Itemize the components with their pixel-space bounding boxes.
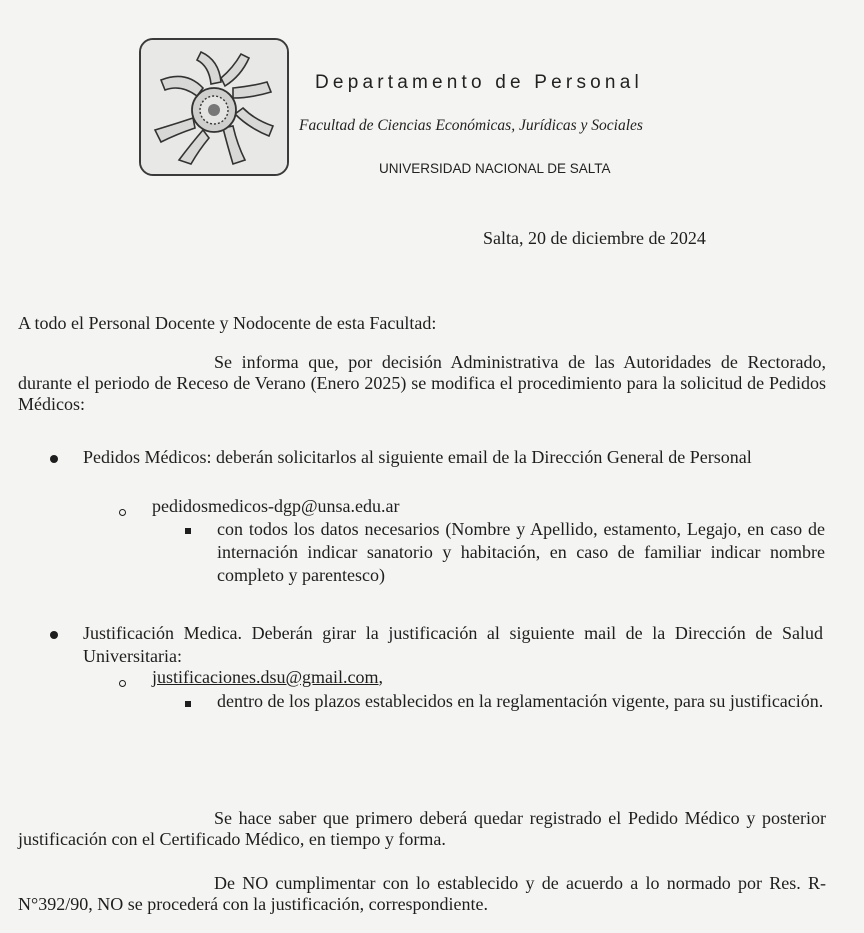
sub-bullet-icon — [119, 509, 126, 516]
bullet-icon — [50, 631, 58, 639]
letter-date: Salta, 20 de diciembre de 2024 — [483, 228, 706, 248]
university-name: UNIVERSIDAD NACIONAL DE SALTA — [379, 161, 611, 176]
notice-text: Se hace saber que primero deberá quedar registrado el Pedido Médico y posterior justificación con el Certificado Médico, en tiempo y forma. — [18, 808, 826, 849]
closing-paragraph — [18, 873, 826, 915]
closing-text: De NO cumplimentar con lo establecido y de acuerdo a lo normado por Res. R-N°392/90, NO se procederá con la justificación, correspondiente. — [18, 873, 826, 914]
faculty-name: Facultad de Ciencias Económicas, Jurídicas y Sociales — [299, 117, 643, 134]
email-suffix: , — [378, 667, 384, 687]
intro-paragraph — [18, 352, 826, 415]
notice-paragraph — [18, 808, 826, 850]
list-item-detail: con todos los datos necesarios (Nombre y Apellido, estamento, Legajo, en caso de internación indicar sanatorio y habitación, en caso de familiar indicar nombre completo y parentesco) — [217, 519, 825, 585]
joined-hands-emblem-icon — [139, 38, 289, 176]
email-address-dgp[interactable]: pedidosmedicos-dgp@unsa.edu.ar — [152, 496, 400, 516]
list-item-text: Pedidos Médicos: deberán solicitarlos al siguiente email de la Dirección General de Personal — [83, 447, 752, 467]
email-address-dsu[interactable]: justificaciones.dsu@gmail.com — [152, 667, 379, 687]
list-item-text: Justificación Medica. Deberán girar la justificación al siguiente mail de la Dirección de Salud Universitaria: — [83, 623, 823, 666]
list-item-detail: dentro de los plazos establecidos en la reglamentación vigente, para su justificación. — [217, 691, 824, 711]
sub-bullet-icon — [119, 680, 126, 687]
department-title: Departamento de Personal — [315, 72, 643, 93]
square-bullet-icon — [185, 528, 191, 534]
square-bullet-icon — [185, 701, 191, 707]
email-line — [152, 666, 383, 689]
intro-text: Se informa que, por decisión Administrativa de las Autoridades de Rectorado, durante el periodo de Receso de Verano (Enero 2025) se modifica el procedimiento para la solicitud de Pedidos Médicos: — [18, 352, 826, 414]
bullet-icon — [50, 455, 58, 463]
greeting: A todo el Personal Docente y Nodocente de esta Facultad: — [18, 313, 437, 333]
